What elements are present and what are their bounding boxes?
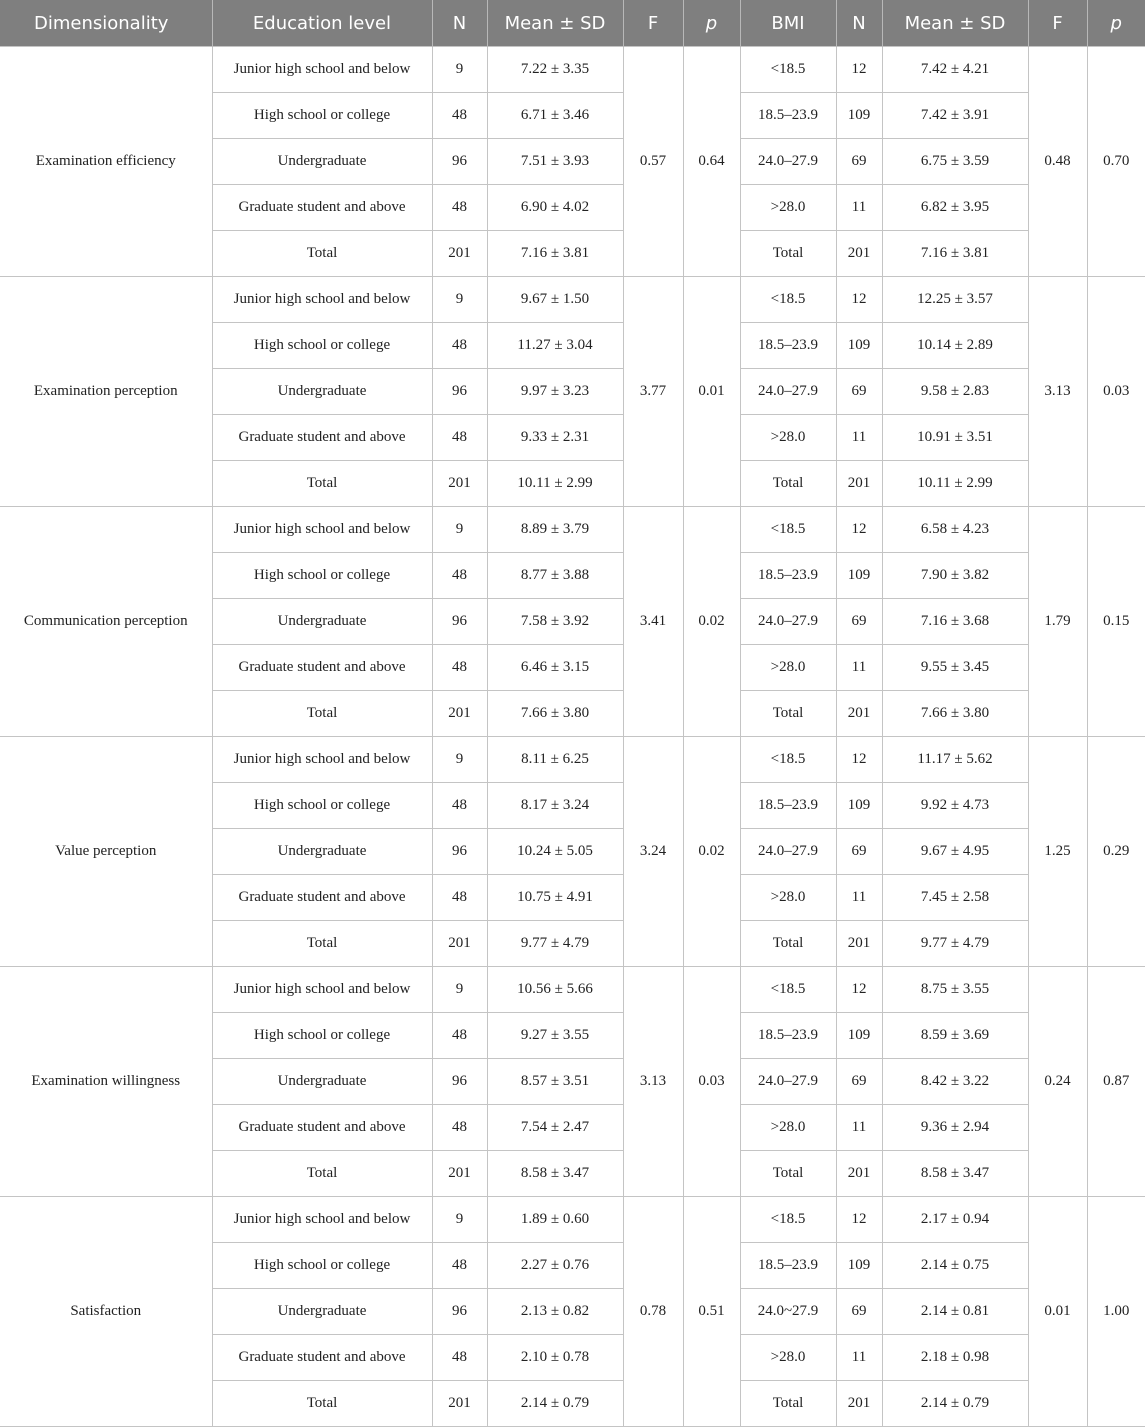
education-n-cell: 48 [432, 1243, 487, 1289]
education-mean-sd-cell: 9.27 ± 3.55 [487, 1013, 623, 1059]
bmi-n-cell: 69 [836, 599, 882, 645]
bmi-n-cell: 69 [836, 139, 882, 185]
education-f-value: 3.13 [623, 967, 683, 1197]
bmi-mean-sd-cell: 8.75 ± 3.55 [882, 967, 1028, 1013]
bmi-mean-sd-cell: 6.58 ± 4.23 [882, 507, 1028, 553]
header-f-education: F [623, 0, 683, 47]
bmi-category-cell: 18.5–23.9 [740, 1243, 836, 1289]
bmi-mean-sd-cell: 2.14 ± 0.75 [882, 1243, 1028, 1289]
education-n-cell: 48 [432, 1105, 487, 1151]
bmi-p-value: 0.15 [1087, 507, 1145, 737]
bmi-f-value: 0.24 [1028, 967, 1087, 1197]
bmi-n-cell: 109 [836, 1243, 882, 1289]
bmi-p-value: 0.29 [1087, 737, 1145, 967]
education-level-cell: Undergraduate [212, 829, 432, 875]
bmi-n-cell: 69 [836, 1059, 882, 1105]
bmi-mean-sd-cell: 7.16 ± 3.81 [882, 231, 1028, 277]
bmi-n-cell: 12 [836, 507, 882, 553]
education-level-cell: Graduate student and above [212, 185, 432, 231]
bmi-mean-sd-cell: 9.67 ± 4.95 [882, 829, 1028, 875]
bmi-category-cell: >28.0 [740, 645, 836, 691]
bmi-category-cell: Total [740, 461, 836, 507]
bmi-category-cell: >28.0 [740, 1105, 836, 1151]
bmi-n-cell: 69 [836, 1289, 882, 1335]
education-mean-sd-cell: 1.89 ± 0.60 [487, 1197, 623, 1243]
education-n-cell: 201 [432, 231, 487, 277]
bmi-mean-sd-cell: 9.92 ± 4.73 [882, 783, 1028, 829]
education-level-cell: Undergraduate [212, 139, 432, 185]
bmi-category-cell: Total [740, 1151, 836, 1197]
bmi-n-cell: 201 [836, 231, 882, 277]
bmi-n-cell: 12 [836, 47, 882, 93]
table-body [0, 47, 1145, 1427]
education-n-cell: 9 [432, 47, 487, 93]
table-row [0, 277, 1145, 323]
education-f-value: 0.57 [623, 47, 683, 277]
education-level-cell: High school or college [212, 1013, 432, 1059]
bmi-category-cell: >28.0 [740, 875, 836, 921]
bmi-mean-sd-cell: 2.14 ± 0.81 [882, 1289, 1028, 1335]
education-level-cell: Undergraduate [212, 1289, 432, 1335]
bmi-n-cell: 69 [836, 369, 882, 415]
bmi-mean-sd-cell: 2.14 ± 0.79 [882, 1381, 1028, 1427]
bmi-category-cell: <18.5 [740, 507, 836, 553]
education-mean-sd-cell: 10.24 ± 5.05 [487, 829, 623, 875]
bmi-mean-sd-cell: 7.42 ± 4.21 [882, 47, 1028, 93]
header-p-education: p [683, 0, 740, 47]
bmi-n-cell: 12 [836, 967, 882, 1013]
education-n-cell: 48 [432, 185, 487, 231]
education-level-cell: Graduate student and above [212, 875, 432, 921]
education-n-cell: 48 [432, 875, 487, 921]
table-row [0, 967, 1145, 1013]
header-p-bmi: p [1087, 0, 1145, 47]
bmi-n-cell: 11 [836, 415, 882, 461]
education-p-value: 0.01 [683, 277, 740, 507]
education-mean-sd-cell: 6.90 ± 4.02 [487, 185, 623, 231]
bmi-f-value: 0.48 [1028, 47, 1087, 277]
education-level-cell: Junior high school and below [212, 967, 432, 1013]
bmi-n-cell: 12 [836, 277, 882, 323]
table-row [0, 737, 1145, 783]
bmi-n-cell: 109 [836, 323, 882, 369]
education-level-cell: Graduate student and above [212, 645, 432, 691]
bmi-n-cell: 201 [836, 1381, 882, 1427]
education-n-cell: 48 [432, 783, 487, 829]
education-n-cell: 201 [432, 1381, 487, 1427]
bmi-category-cell: 24.0–27.9 [740, 599, 836, 645]
education-n-cell: 48 [432, 1013, 487, 1059]
header-row [0, 0, 1145, 47]
education-n-cell: 96 [432, 1059, 487, 1105]
education-level-cell: High school or college [212, 783, 432, 829]
bmi-n-cell: 109 [836, 1013, 882, 1059]
bmi-category-cell: Total [740, 691, 836, 737]
bmi-category-cell: 18.5–23.9 [740, 323, 836, 369]
bmi-p-value: 0.70 [1087, 47, 1145, 277]
bmi-mean-sd-cell: 9.58 ± 2.83 [882, 369, 1028, 415]
bmi-category-cell: Total [740, 921, 836, 967]
education-level-cell: Undergraduate [212, 369, 432, 415]
bmi-mean-sd-cell: 7.90 ± 3.82 [882, 553, 1028, 599]
header-mean-sd-education: Mean ± SD [487, 0, 623, 47]
education-f-value: 0.78 [623, 1197, 683, 1427]
bmi-f-value: 1.79 [1028, 507, 1087, 737]
education-mean-sd-cell: 8.89 ± 3.79 [487, 507, 623, 553]
bmi-n-cell: 12 [836, 737, 882, 783]
education-level-cell: Total [212, 921, 432, 967]
education-level-cell: High school or college [212, 553, 432, 599]
header-dimensionality: Dimensionality [0, 0, 212, 47]
education-f-value: 3.41 [623, 507, 683, 737]
header-n-education: N [432, 0, 487, 47]
education-n-cell: 48 [432, 553, 487, 599]
education-level-cell: Total [212, 1381, 432, 1427]
bmi-category-cell: 18.5–23.9 [740, 1013, 836, 1059]
dimension-label: Value perception [0, 737, 212, 967]
education-n-cell: 201 [432, 921, 487, 967]
bmi-category-cell: <18.5 [740, 1197, 836, 1243]
bmi-mean-sd-cell: 8.42 ± 3.22 [882, 1059, 1028, 1105]
bmi-category-cell: <18.5 [740, 277, 836, 323]
education-n-cell: 96 [432, 599, 487, 645]
education-n-cell: 201 [432, 461, 487, 507]
education-n-cell: 48 [432, 415, 487, 461]
bmi-f-value: 3.13 [1028, 277, 1087, 507]
bmi-f-value: 0.01 [1028, 1197, 1087, 1427]
education-n-cell: 201 [432, 691, 487, 737]
dimension-label: Examination perception [0, 277, 212, 507]
bmi-n-cell: 201 [836, 921, 882, 967]
bmi-mean-sd-cell: 9.77 ± 4.79 [882, 921, 1028, 967]
dimension-label: Examination efficiency [0, 47, 212, 277]
bmi-mean-sd-cell: 9.36 ± 2.94 [882, 1105, 1028, 1151]
education-mean-sd-cell: 7.22 ± 3.35 [487, 47, 623, 93]
bmi-n-cell: 109 [836, 553, 882, 599]
education-mean-sd-cell: 9.97 ± 3.23 [487, 369, 623, 415]
education-mean-sd-cell: 7.54 ± 2.47 [487, 1105, 623, 1151]
bmi-mean-sd-cell: 7.66 ± 3.80 [882, 691, 1028, 737]
education-mean-sd-cell: 10.56 ± 5.66 [487, 967, 623, 1013]
education-mean-sd-cell: 8.77 ± 3.88 [487, 553, 623, 599]
bmi-category-cell: Total [740, 1381, 836, 1427]
education-n-cell: 48 [432, 1335, 487, 1381]
bmi-n-cell: 11 [836, 185, 882, 231]
education-mean-sd-cell: 8.58 ± 3.47 [487, 1151, 623, 1197]
education-p-value: 0.03 [683, 967, 740, 1197]
bmi-n-cell: 201 [836, 461, 882, 507]
bmi-category-cell: 18.5–23.9 [740, 93, 836, 139]
dimension-label: Satisfaction [0, 1197, 212, 1427]
dimension-label: Communication perception [0, 507, 212, 737]
bmi-category-cell: Total [740, 231, 836, 277]
education-p-value: 0.64 [683, 47, 740, 277]
header-f-bmi: F [1028, 0, 1087, 47]
bmi-n-cell: 201 [836, 1151, 882, 1197]
education-mean-sd-cell: 6.71 ± 3.46 [487, 93, 623, 139]
education-n-cell: 9 [432, 1197, 487, 1243]
bmi-p-value: 0.03 [1087, 277, 1145, 507]
education-level-cell: Total [212, 461, 432, 507]
education-n-cell: 96 [432, 369, 487, 415]
education-n-cell: 96 [432, 829, 487, 875]
education-mean-sd-cell: 9.67 ± 1.50 [487, 277, 623, 323]
education-level-cell: Undergraduate [212, 1059, 432, 1105]
education-mean-sd-cell: 10.11 ± 2.99 [487, 461, 623, 507]
bmi-n-cell: 11 [836, 875, 882, 921]
education-mean-sd-cell: 9.33 ± 2.31 [487, 415, 623, 461]
bmi-category-cell: <18.5 [740, 737, 836, 783]
bmi-category-cell: >28.0 [740, 185, 836, 231]
education-f-value: 3.24 [623, 737, 683, 967]
header-n-bmi: N [836, 0, 882, 47]
bmi-mean-sd-cell: 9.55 ± 3.45 [882, 645, 1028, 691]
education-n-cell: 48 [432, 93, 487, 139]
bmi-category-cell: 18.5–23.9 [740, 783, 836, 829]
education-mean-sd-cell: 10.75 ± 4.91 [487, 875, 623, 921]
education-level-cell: Total [212, 1151, 432, 1197]
education-level-cell: Total [212, 691, 432, 737]
bmi-category-cell: 24.0–27.9 [740, 1059, 836, 1105]
education-mean-sd-cell: 2.13 ± 0.82 [487, 1289, 623, 1335]
dimension-label: Examination willingness [0, 967, 212, 1197]
education-n-cell: 48 [432, 645, 487, 691]
education-mean-sd-cell: 8.11 ± 6.25 [487, 737, 623, 783]
education-mean-sd-cell: 7.66 ± 3.80 [487, 691, 623, 737]
bmi-n-cell: 69 [836, 829, 882, 875]
education-level-cell: Junior high school and below [212, 1197, 432, 1243]
education-level-cell: Junior high school and below [212, 737, 432, 783]
education-level-cell: High school or college [212, 323, 432, 369]
table-header [0, 0, 1145, 47]
bmi-p-value: 1.00 [1087, 1197, 1145, 1427]
bmi-n-cell: 109 [836, 93, 882, 139]
education-p-value: 0.51 [683, 1197, 740, 1427]
bmi-n-cell: 12 [836, 1197, 882, 1243]
bmi-category-cell: 18.5–23.9 [740, 553, 836, 599]
education-level-cell: Graduate student and above [212, 1105, 432, 1151]
bmi-n-cell: 201 [836, 691, 882, 737]
education-mean-sd-cell: 2.27 ± 0.76 [487, 1243, 623, 1289]
bmi-mean-sd-cell: 6.82 ± 3.95 [882, 185, 1028, 231]
education-n-cell: 9 [432, 507, 487, 553]
bmi-category-cell: 24.0–27.9 [740, 829, 836, 875]
bmi-mean-sd-cell: 10.11 ± 2.99 [882, 461, 1028, 507]
table-row [0, 1197, 1145, 1243]
bmi-mean-sd-cell: 7.45 ± 2.58 [882, 875, 1028, 921]
bmi-mean-sd-cell: 7.42 ± 3.91 [882, 93, 1028, 139]
education-mean-sd-cell: 11.27 ± 3.04 [487, 323, 623, 369]
education-mean-sd-cell: 6.46 ± 3.15 [487, 645, 623, 691]
bmi-category-cell: 24.0~27.9 [740, 1289, 836, 1335]
bmi-mean-sd-cell: 2.17 ± 0.94 [882, 1197, 1028, 1243]
bmi-f-value: 1.25 [1028, 737, 1087, 967]
education-n-cell: 201 [432, 1151, 487, 1197]
header-bmi: BMI [740, 0, 836, 47]
bmi-mean-sd-cell: 8.59 ± 3.69 [882, 1013, 1028, 1059]
education-level-cell: Junior high school and below [212, 277, 432, 323]
education-level-cell: Total [212, 231, 432, 277]
education-level-cell: High school or college [212, 1243, 432, 1289]
table-row [0, 47, 1145, 93]
bmi-mean-sd-cell: 11.17 ± 5.62 [882, 737, 1028, 783]
bmi-mean-sd-cell: 2.18 ± 0.98 [882, 1335, 1028, 1381]
header-mean-sd-bmi: Mean ± SD [882, 0, 1028, 47]
bmi-mean-sd-cell: 7.16 ± 3.68 [882, 599, 1028, 645]
education-level-cell: Junior high school and below [212, 47, 432, 93]
education-level-cell: Graduate student and above [212, 1335, 432, 1381]
education-n-cell: 9 [432, 277, 487, 323]
education-p-value: 0.02 [683, 737, 740, 967]
bmi-mean-sd-cell: 10.91 ± 3.51 [882, 415, 1028, 461]
education-n-cell: 96 [432, 139, 487, 185]
bmi-n-cell: 11 [836, 645, 882, 691]
bmi-p-value: 0.87 [1087, 967, 1145, 1197]
bmi-mean-sd-cell: 12.25 ± 3.57 [882, 277, 1028, 323]
education-level-cell: Junior high school and below [212, 507, 432, 553]
education-n-cell: 9 [432, 737, 487, 783]
bmi-category-cell: <18.5 [740, 967, 836, 1013]
education-mean-sd-cell: 8.57 ± 3.51 [487, 1059, 623, 1105]
bmi-category-cell: 24.0–27.9 [740, 139, 836, 185]
education-level-cell: Undergraduate [212, 599, 432, 645]
education-level-cell: High school or college [212, 93, 432, 139]
education-mean-sd-cell: 2.10 ± 0.78 [487, 1335, 623, 1381]
education-level-cell: Graduate student and above [212, 415, 432, 461]
header-education-level: Education level [212, 0, 432, 47]
bmi-category-cell: >28.0 [740, 415, 836, 461]
education-f-value: 3.77 [623, 277, 683, 507]
education-mean-sd-cell: 7.58 ± 3.92 [487, 599, 623, 645]
bmi-category-cell: >28.0 [740, 1335, 836, 1381]
education-mean-sd-cell: 7.51 ± 3.93 [487, 139, 623, 185]
bmi-n-cell: 11 [836, 1105, 882, 1151]
education-p-value: 0.02 [683, 507, 740, 737]
bmi-category-cell: <18.5 [740, 47, 836, 93]
bmi-n-cell: 109 [836, 783, 882, 829]
education-n-cell: 96 [432, 1289, 487, 1335]
education-mean-sd-cell: 2.14 ± 0.79 [487, 1381, 623, 1427]
bmi-n-cell: 11 [836, 1335, 882, 1381]
education-n-cell: 48 [432, 323, 487, 369]
table-row [0, 507, 1145, 553]
education-mean-sd-cell: 9.77 ± 4.79 [487, 921, 623, 967]
education-mean-sd-cell: 7.16 ± 3.81 [487, 231, 623, 277]
education-n-cell: 9 [432, 967, 487, 1013]
bmi-category-cell: 24.0–27.9 [740, 369, 836, 415]
bmi-mean-sd-cell: 10.14 ± 2.89 [882, 323, 1028, 369]
bmi-mean-sd-cell: 8.58 ± 3.47 [882, 1151, 1028, 1197]
education-mean-sd-cell: 8.17 ± 3.24 [487, 783, 623, 829]
bmi-mean-sd-cell: 6.75 ± 3.59 [882, 139, 1028, 185]
